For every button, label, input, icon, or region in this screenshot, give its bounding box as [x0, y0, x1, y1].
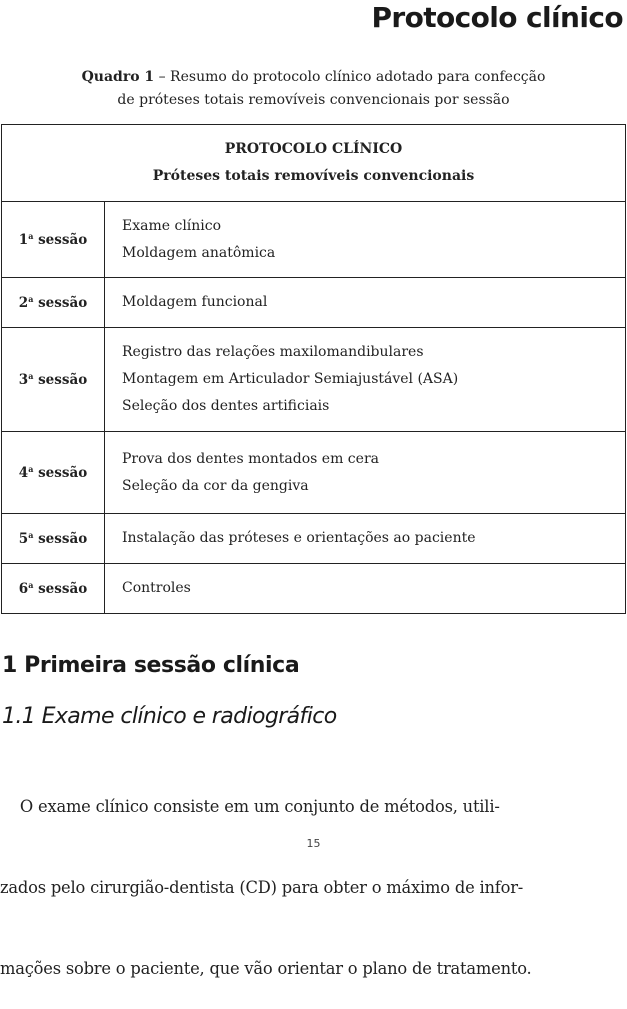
procedure-item: Registro das relações maxilomandibulares [122, 344, 424, 360]
table-header-subtitle: Próteses totais removíveis convencionais [152, 168, 475, 184]
session-number: 2 [18, 295, 29, 311]
session-number: 1 [18, 232, 29, 248]
procedure-item: Controles [122, 580, 191, 596]
session-word: sessão [33, 295, 88, 311]
procedure-item: Moldagem anatômica [122, 244, 276, 261]
session-ordinal: a [28, 294, 34, 304]
paragraph-line: zados pelo cirurgião-dentista (CD) para obter o máximo de infor- [0, 878, 524, 897]
session-procedures [105, 432, 626, 514]
session-row [2, 564, 626, 614]
procedure-item: Exame clínico [122, 217, 222, 234]
session-procedures [105, 514, 626, 564]
session-number: 6 [18, 581, 29, 597]
session-procedures [105, 202, 626, 278]
table-header-title: PROTOCOLO CLÍNICO [224, 141, 403, 157]
session-word: sessão [33, 581, 88, 597]
body-paragraph [0, 739, 627, 1009]
session-row [2, 328, 626, 432]
caption-line-2: de próteses totais removíveis convencionais por sessão [117, 92, 510, 108]
session-label [2, 432, 105, 514]
session-number: 5 [18, 531, 29, 547]
caption-text-1: – Resumo do protocolo clínico adotado para confecção [154, 69, 546, 85]
session-ordinal: a [28, 464, 34, 474]
session-label [2, 328, 105, 432]
session-row [2, 278, 626, 328]
session-number: 3 [18, 372, 29, 388]
caption-line-1 [0, 66, 627, 89]
session-label [2, 202, 105, 278]
table-header-row [2, 125, 626, 202]
session-procedures [105, 328, 626, 432]
paragraph-line: mações sobre o paciente, que vão orientar o plano de tratamento. [0, 959, 532, 978]
section-heading: 1 Primeira sessão clínica [2, 653, 300, 678]
procedure-item: Seleção dos dentes artificiais [122, 398, 330, 414]
procedure-item: Seleção da cor da gengiva [122, 477, 309, 494]
session-label [2, 564, 105, 614]
session-ordinal: a [28, 371, 34, 381]
session-word: sessão [33, 372, 88, 388]
procedure-item: Montagem em Articulador Semiajustável (ASA) [122, 371, 459, 387]
table-caption [0, 66, 627, 112]
session-label [2, 514, 105, 564]
session-label [2, 278, 105, 328]
procedure-item: Prova dos dentes montados em cera [122, 450, 379, 467]
caption-label: Quadro 1 [81, 69, 155, 85]
session-row [2, 432, 626, 514]
subsection-heading: 1.1 Exame clínico e radiográfico [2, 704, 337, 729]
protocol-table [1, 124, 626, 614]
session-row [2, 514, 626, 564]
table-header [2, 125, 626, 202]
running-title: Protocolo clínico [371, 1, 623, 34]
session-number: 4 [18, 465, 29, 481]
session-ordinal: a [28, 530, 34, 540]
procedure-item: Instalação das próteses e orientações ao paciente [122, 530, 476, 546]
session-ordinal: a [28, 231, 34, 241]
session-procedures [105, 278, 626, 328]
table-body [2, 202, 626, 614]
session-word: sessão [33, 465, 88, 481]
paragraph-line: O exame clínico consiste em um conjunto de métodos, utili- [0, 797, 500, 816]
procedure-item: Moldagem funcional [122, 294, 268, 310]
page-number: 15 [306, 837, 321, 850]
session-word: sessão [33, 232, 88, 248]
session-ordinal: a [28, 580, 34, 590]
session-row [2, 202, 626, 278]
session-word: sessão [33, 531, 88, 547]
session-procedures [105, 564, 626, 614]
